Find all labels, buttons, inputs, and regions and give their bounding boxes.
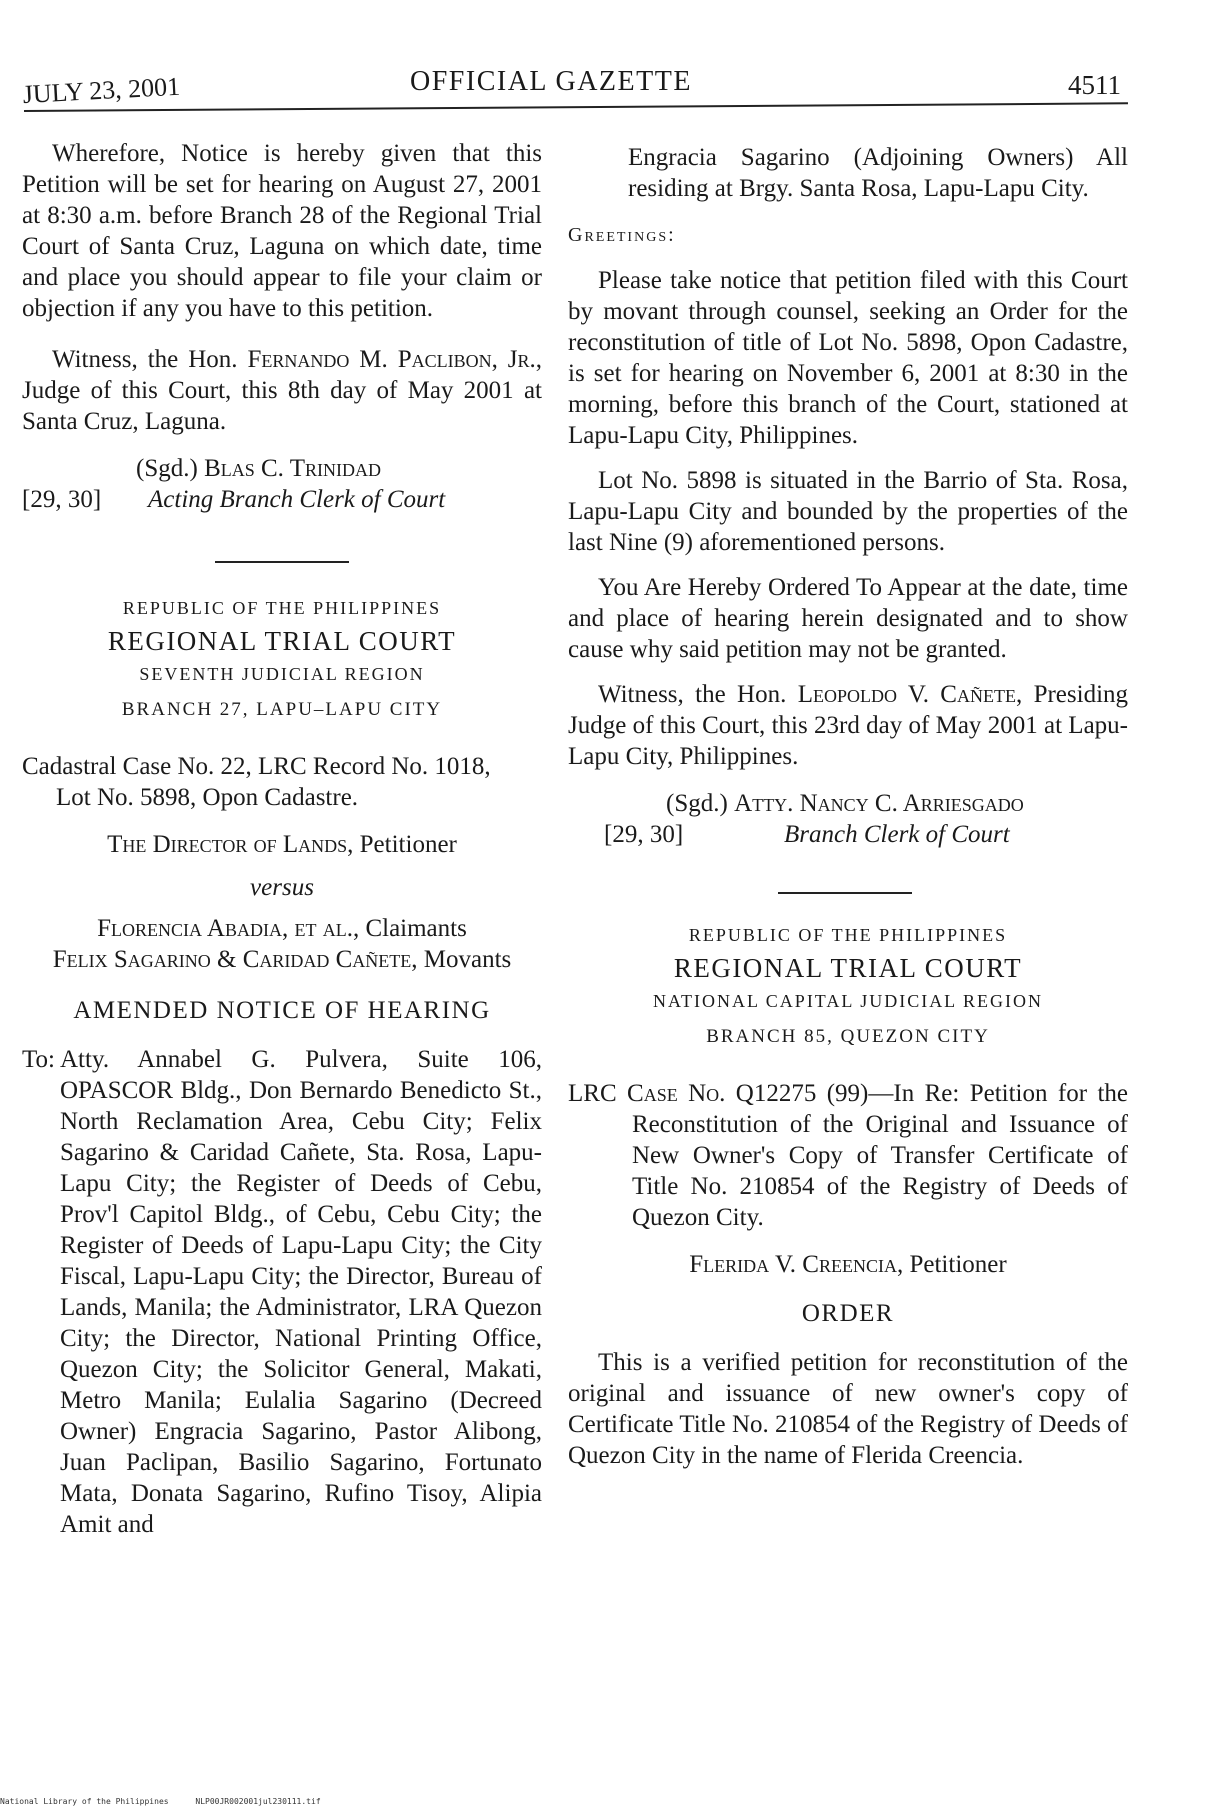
witness-suffix: , Presiding Judge of this Court, this 23rd day of May 2001 at Lapu-Lapu City, Philippines. (568, 681, 1129, 770)
case-text: —In Re: Petition for the Reconstitution of the Original and Issuance of New Owner's Copy of Transfer Certificate of Title No. 210854 of the Registry of Deeds of Quezon City. (632, 1080, 1128, 1231)
petitioner-line (568, 1249, 1128, 1280)
claimants-name: Florencia Abadia, et al. (97, 915, 353, 942)
issue-ref: [29, 30] (604, 821, 684, 848)
witness-prefix: Witness, the Hon. (598, 681, 787, 708)
petitioner-name: Flerida V. Creencia (689, 1251, 897, 1278)
page-number: 4511 (1068, 70, 1121, 100)
library-credit: National Library of the Philippines (0, 1797, 169, 1806)
case-line-1: Cadastral Case No. 22, LRC Record No. 1018, (22, 753, 491, 780)
movants-line (22, 944, 542, 975)
header-divider (24, 102, 1128, 112)
lot-description-paragraph: Lot No. 5898 is situated in the Barrio of Sta. Rosa, Lapu-Lapu City and bounded by the properties of the last Nine (9) aforementioned persons. (568, 467, 1128, 556)
scan-footer (0, 1797, 343, 1806)
hearing-paragraph: Please take notice that petition filed with this Court by movant through counsel, seeking an Order for the reconstitution of title of Lot No. 5898, Opon Cadastre, is set for hearing on November 6, 2001 at 8:30 in the morning, before this branch of the Court, stationed at Lapu-Lapu City, Philippines. (568, 267, 1128, 449)
to-label: To: (22, 1046, 55, 1073)
greetings-label: Greetings: (568, 224, 676, 246)
court-name: REGIONAL TRIAL COURT (107, 626, 457, 656)
court-name: REGIONAL TRIAL COURT (673, 953, 1023, 983)
signatory-name: Atty. Nancy C. Arriesgado (734, 790, 1024, 817)
order-paragraph: This is a verified petition for reconstitution of the original and issuance of new owner's copy of Certificate Title No. 210854 of the Registry of Deeds of Quezon City in the name of Flerida Creencia. (568, 1349, 1128, 1469)
addressee-list: Atty. Annabel G. Pulvera, Suite 106, OPASCOR Bldg., Don Bernardo Benedicto St., North Reclamation Area, Cebu City; Felix Sagarino & Caridad Cañete, Sta. Rosa, Lapu-Lapu City; the Register of Deeds of Cebu, Prov'l Capitol Bldg., of Cebu, Cebu City; the Register of Deeds of Lapu-Lapu City; the City Fiscal, Lapu-Lapu City; the Director, Bureau of Lands, Manila; the Administrator, LRA Quezon City; the Director, National Printing Office, Quezon City; the Solicitor General, Makati, Metro Manila; Eulalia Sagarino (Decreed Owner) Engracia Sagarino, Pastor Alibong, Juan Paclipan, Basilio Sagarino, Fortunato Mata, Donata Sagarino, Rufino Tisoy, Alipia Amit and (60, 1046, 542, 1538)
section-separator (215, 561, 349, 563)
left-column (22, 138, 542, 1540)
petitioner-role: , Petitioner (896, 1251, 1007, 1278)
signatory-title: Branch Clerk of Court (784, 821, 1010, 848)
publication-title: OFFICIAL GAZETTE (410, 66, 692, 97)
petitioner-line (22, 829, 542, 860)
witness-paragraph (568, 679, 1128, 772)
right-column (568, 142, 1128, 1471)
order-heading: ORDER (801, 1300, 895, 1327)
parties (22, 829, 542, 975)
witness-judge-name: Leopoldo V. Cañete (797, 681, 1016, 708)
petitioner-name: The Director of Lands (107, 831, 348, 858)
order-to-appear-paragraph: You Are Hereby Ordered To Appear at the date, time and place of hearing herein designated and to show cause why said petition may not be granted. (568, 574, 1128, 663)
signatory-title: Acting Branch Clerk of Court (148, 486, 446, 513)
witness-suffix: , Judge of this Court, this 8th day of May 2001 at Santa Cruz, Laguna. (22, 346, 543, 435)
sgd-label: (Sgd.) (136, 455, 198, 482)
signatory-line (136, 453, 381, 484)
signatory-line (666, 788, 1024, 819)
case-caption (568, 1078, 1128, 1233)
petitioner-role: , Petitioner (347, 831, 457, 858)
republic-line: REPUBLIC OF THE PHILIPPINES (122, 598, 442, 618)
scan-file-name: NLP00JR002001jul230111.tif (195, 1797, 321, 1806)
notice-heading: AMENDED NOTICE OF HEARING (73, 997, 491, 1024)
court-heading (22, 593, 542, 725)
versus-label: versus (250, 874, 314, 901)
case-line-2: Lot No. 5898, Opon Cadastre. (56, 784, 359, 811)
case-caption (22, 751, 542, 813)
prev-notice-paragraph: Wherefore, Notice is hereby given that this Petition will be set for hearing on August 27, 2001 at 8:30 a.m. before Branch 28 of the Regional Trial Court of Santa Cruz, Laguna on which date, time and place you should appear to file your claim or objection if any you have to this petition. (22, 140, 542, 322)
prev-notice-signature (22, 453, 542, 515)
section-separator (778, 892, 912, 894)
issue-date: JULY 23, 2001 (22, 71, 181, 109)
witness-judge-name: Fernando M. Paclibon, Jr. (247, 346, 536, 373)
region-line: NATIONAL CAPITAL JUDICIAL REGION (652, 991, 1044, 1011)
movants-role: , Movants (411, 946, 512, 973)
movants-name: Felix Sagarino & Caridad Cañete (52, 946, 412, 973)
signature-block (568, 788, 1128, 850)
region-line: SEVENTH JUDICIAL REGION (139, 664, 425, 684)
prev-notice-witness (22, 344, 542, 437)
addressee-list-continued: Engracia Sagarino (Adjoining Owners) All residing at Brgy. Santa Rosa, Lapu-Lapu City. (628, 144, 1128, 202)
branch-line: BRANCH 85, QUEZON CITY (706, 1026, 990, 1047)
republic-line: REPUBLIC OF THE PHILIPPINES (688, 925, 1008, 945)
signatory-name: Blas C. Trinidad (204, 455, 381, 482)
claimants-role: , Claimants (352, 915, 467, 942)
sgd-label: (Sgd.) (666, 790, 728, 817)
case-label: LRC Case No. Q12275 (99) (568, 1080, 869, 1107)
branch-line: BRANCH 27, LAPU–LAPU CITY (121, 699, 443, 720)
court-heading (568, 920, 1128, 1052)
addressee-block (22, 1044, 542, 1540)
issue-ref: [29, 30] (22, 486, 102, 513)
witness-prefix: Witness, the Hon. (52, 346, 238, 373)
claimants-line (22, 913, 542, 944)
